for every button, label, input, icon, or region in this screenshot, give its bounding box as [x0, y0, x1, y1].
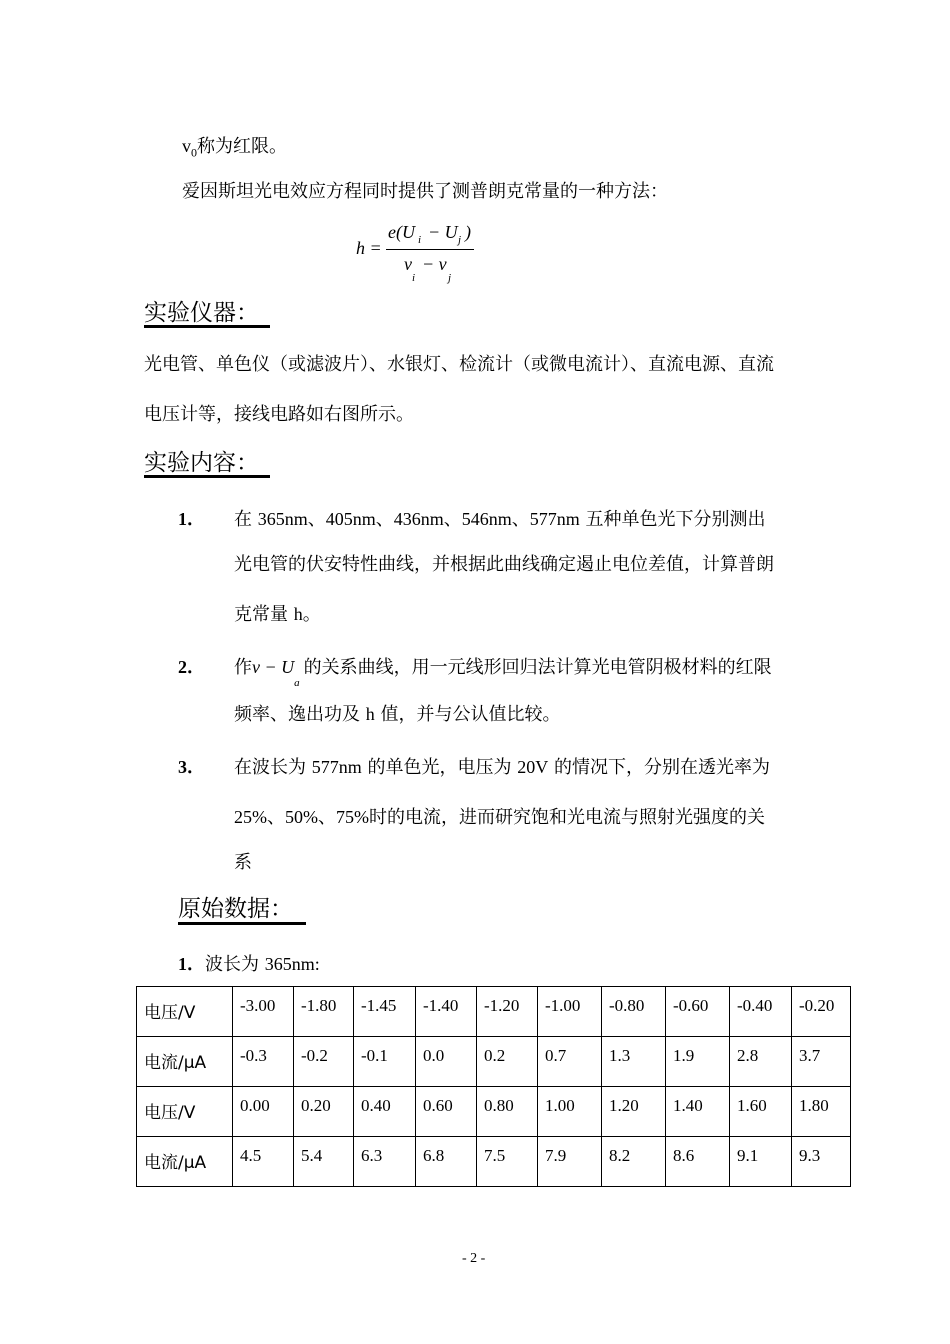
table-row [137, 1137, 851, 1187]
red-limit-symbol: v [182, 136, 191, 156]
formula-den-sub-j: j [448, 272, 452, 284]
item-2-line-2-c: 值，并与公认值比较。 [380, 704, 561, 725]
table-cell: -0.60 [666, 987, 730, 1037]
instruments-title-underline [144, 325, 270, 328]
item-2-text-c: 的关系曲线，用一元线形回归法计算光电管阴极材料的红限 [303, 657, 772, 678]
content-title: 实验内容： [144, 450, 259, 476]
table-cell: 6.3 [354, 1137, 416, 1187]
table-cell: 1.40 [666, 1087, 730, 1137]
table-cell: 5.4 [294, 1137, 354, 1187]
table-cell: -1.20 [477, 987, 538, 1037]
instruments-title: 实验仪器： [144, 300, 259, 326]
table-cell: 1.20 [602, 1087, 666, 1137]
item-3-text-a: 在波长为 [234, 757, 306, 778]
table-cell: 6.8 [416, 1137, 477, 1187]
data-caption-wavelength: 365nm: [264, 954, 320, 974]
instruments-line-2: 电压计等，接线电路如右图所示。 [144, 404, 414, 425]
row-label: 电压/V [137, 1087, 233, 1137]
item-2-formula-sub: a [294, 676, 300, 689]
table-cell: 1.80 [792, 1087, 851, 1137]
table-row [137, 1037, 851, 1087]
table-cell: -0.1 [354, 1037, 416, 1087]
table-cell: 0.7 [538, 1037, 602, 1087]
item-1-text-a: 在 [234, 509, 252, 530]
table-cell: 0.0 [416, 1037, 477, 1087]
item-3-text-b: 577nm [311, 757, 362, 777]
table-cell: -0.80 [602, 987, 666, 1037]
fraction-bar [386, 249, 474, 250]
table-cell: 9.3 [792, 1137, 851, 1187]
item-2-number: 2． [178, 657, 205, 677]
table-cell: 8.6 [666, 1137, 730, 1187]
table-cell: 0.2 [477, 1037, 538, 1087]
table-cell: 2.8 [730, 1037, 792, 1087]
item-3-number: 3． [178, 757, 205, 777]
item-2-text-a: 作 [234, 657, 252, 678]
item-3-text-c: 的单色光，电压为 [367, 757, 512, 778]
table-row [137, 1087, 851, 1137]
table-cell: -3.00 [233, 987, 294, 1037]
item-1-wavelengths: 365nm、405nm、436nm、546nm、577nm [257, 509, 580, 529]
item-3-text-e: 的情况下，分别在透光率为 [553, 757, 770, 778]
raw-data-title: 原始数据： [178, 896, 293, 922]
table-cell: 4.5 [233, 1137, 294, 1187]
table-cell: -1.40 [416, 987, 477, 1037]
red-limit-subscript: 0 [191, 145, 197, 160]
item-1-number: 1． [178, 509, 205, 529]
item-2-formula: v − U [252, 657, 295, 677]
table-cell: 7.9 [538, 1137, 602, 1187]
item-1-line-3 [234, 600, 321, 626]
formula-lhs: h = [356, 238, 382, 258]
item-1-text-c: 五种单色光下分别测出 [585, 509, 766, 530]
item-3-line-2-b: 时的电流，进而研究饱和光电流与照射光强度的关 [368, 807, 765, 828]
data-caption-text: 波长为 [205, 954, 259, 975]
table-cell: -1.45 [354, 987, 416, 1037]
row-label: 电流/μA [137, 1137, 233, 1187]
table-cell: 1.9 [666, 1037, 730, 1087]
table-cell: 0.00 [233, 1087, 294, 1137]
table-cell: 9.1 [730, 1137, 792, 1187]
data-table [136, 986, 851, 1187]
formula-den-sub-i: i [412, 272, 416, 284]
formula-numerator: e(U [388, 222, 415, 242]
table-cell: 8.2 [602, 1137, 666, 1187]
item-1-line-1 [234, 505, 765, 531]
item-1-line-3-b: h。 [293, 604, 321, 624]
data-caption [178, 950, 320, 976]
formula-den-minus: − v [422, 254, 447, 274]
table-cell: 0.40 [354, 1087, 416, 1137]
row-label: 电流/μA [137, 1037, 233, 1087]
method-text: 爱因斯坦光电效应方程同时提供了测普朗克常量的一种方法： [182, 181, 668, 202]
formula-num-sub-j: j [458, 234, 462, 246]
table-cell: 7.5 [477, 1137, 538, 1187]
data-caption-number: 1． [178, 954, 205, 974]
table-cell: 1.60 [730, 1087, 792, 1137]
formula-num-close: ) [465, 222, 471, 242]
item-2-line-2 [234, 700, 560, 726]
item-2-line-2-b: h [365, 704, 375, 724]
table-cell: -0.3 [233, 1037, 294, 1087]
page-number: - 2 - [462, 1251, 486, 1266]
red-limit-line [182, 132, 287, 161]
planck-formula [356, 222, 486, 286]
table-cell: -1.00 [538, 987, 602, 1037]
item-3-line-2-a: 25%、50%、75% [234, 807, 369, 827]
table-cell: 0.80 [477, 1087, 538, 1137]
item-2-line-2-a: 频率、逸出功及 [234, 704, 360, 725]
table-cell: -1.80 [294, 987, 354, 1037]
item-3-line-1 [234, 753, 770, 779]
instruments-line-1: 光电管、单色仪（或滤波片）、水银灯、检流计（或微电流计）、直流电源、直流 [144, 354, 774, 375]
item-1-line-2: 光电管的伏安特性曲线，并根据此曲线确定遏止电位差值，计算普朗 [234, 554, 774, 575]
item-3-text-d: 20V [517, 757, 549, 777]
formula-num-sub-i: i [418, 234, 422, 246]
table-cell: 0.60 [416, 1087, 477, 1137]
formula-denominator: v [404, 254, 412, 274]
table-cell: -0.2 [294, 1037, 354, 1087]
table-cell: 3.7 [792, 1037, 851, 1087]
table-cell: 1.3 [602, 1037, 666, 1087]
table-cell: 1.00 [538, 1087, 602, 1137]
item-2-line-1 [234, 653, 772, 689]
red-limit-text: 称为红限。 [197, 136, 287, 157]
raw-data-title-underline [178, 922, 306, 925]
row-label: 电压/V [137, 987, 233, 1037]
table-row [137, 987, 851, 1037]
item-3-line-2 [234, 803, 765, 829]
formula-num-minus: − U [428, 222, 458, 242]
table-cell: 0.20 [294, 1087, 354, 1137]
data-table-body [137, 987, 851, 1187]
table-cell: -0.20 [792, 987, 851, 1037]
table-cell: -0.40 [730, 987, 792, 1037]
item-1-line-3-a: 克常量 [234, 604, 288, 625]
content-title-underline [144, 475, 270, 478]
item-3-line-3: 系 [234, 852, 252, 873]
